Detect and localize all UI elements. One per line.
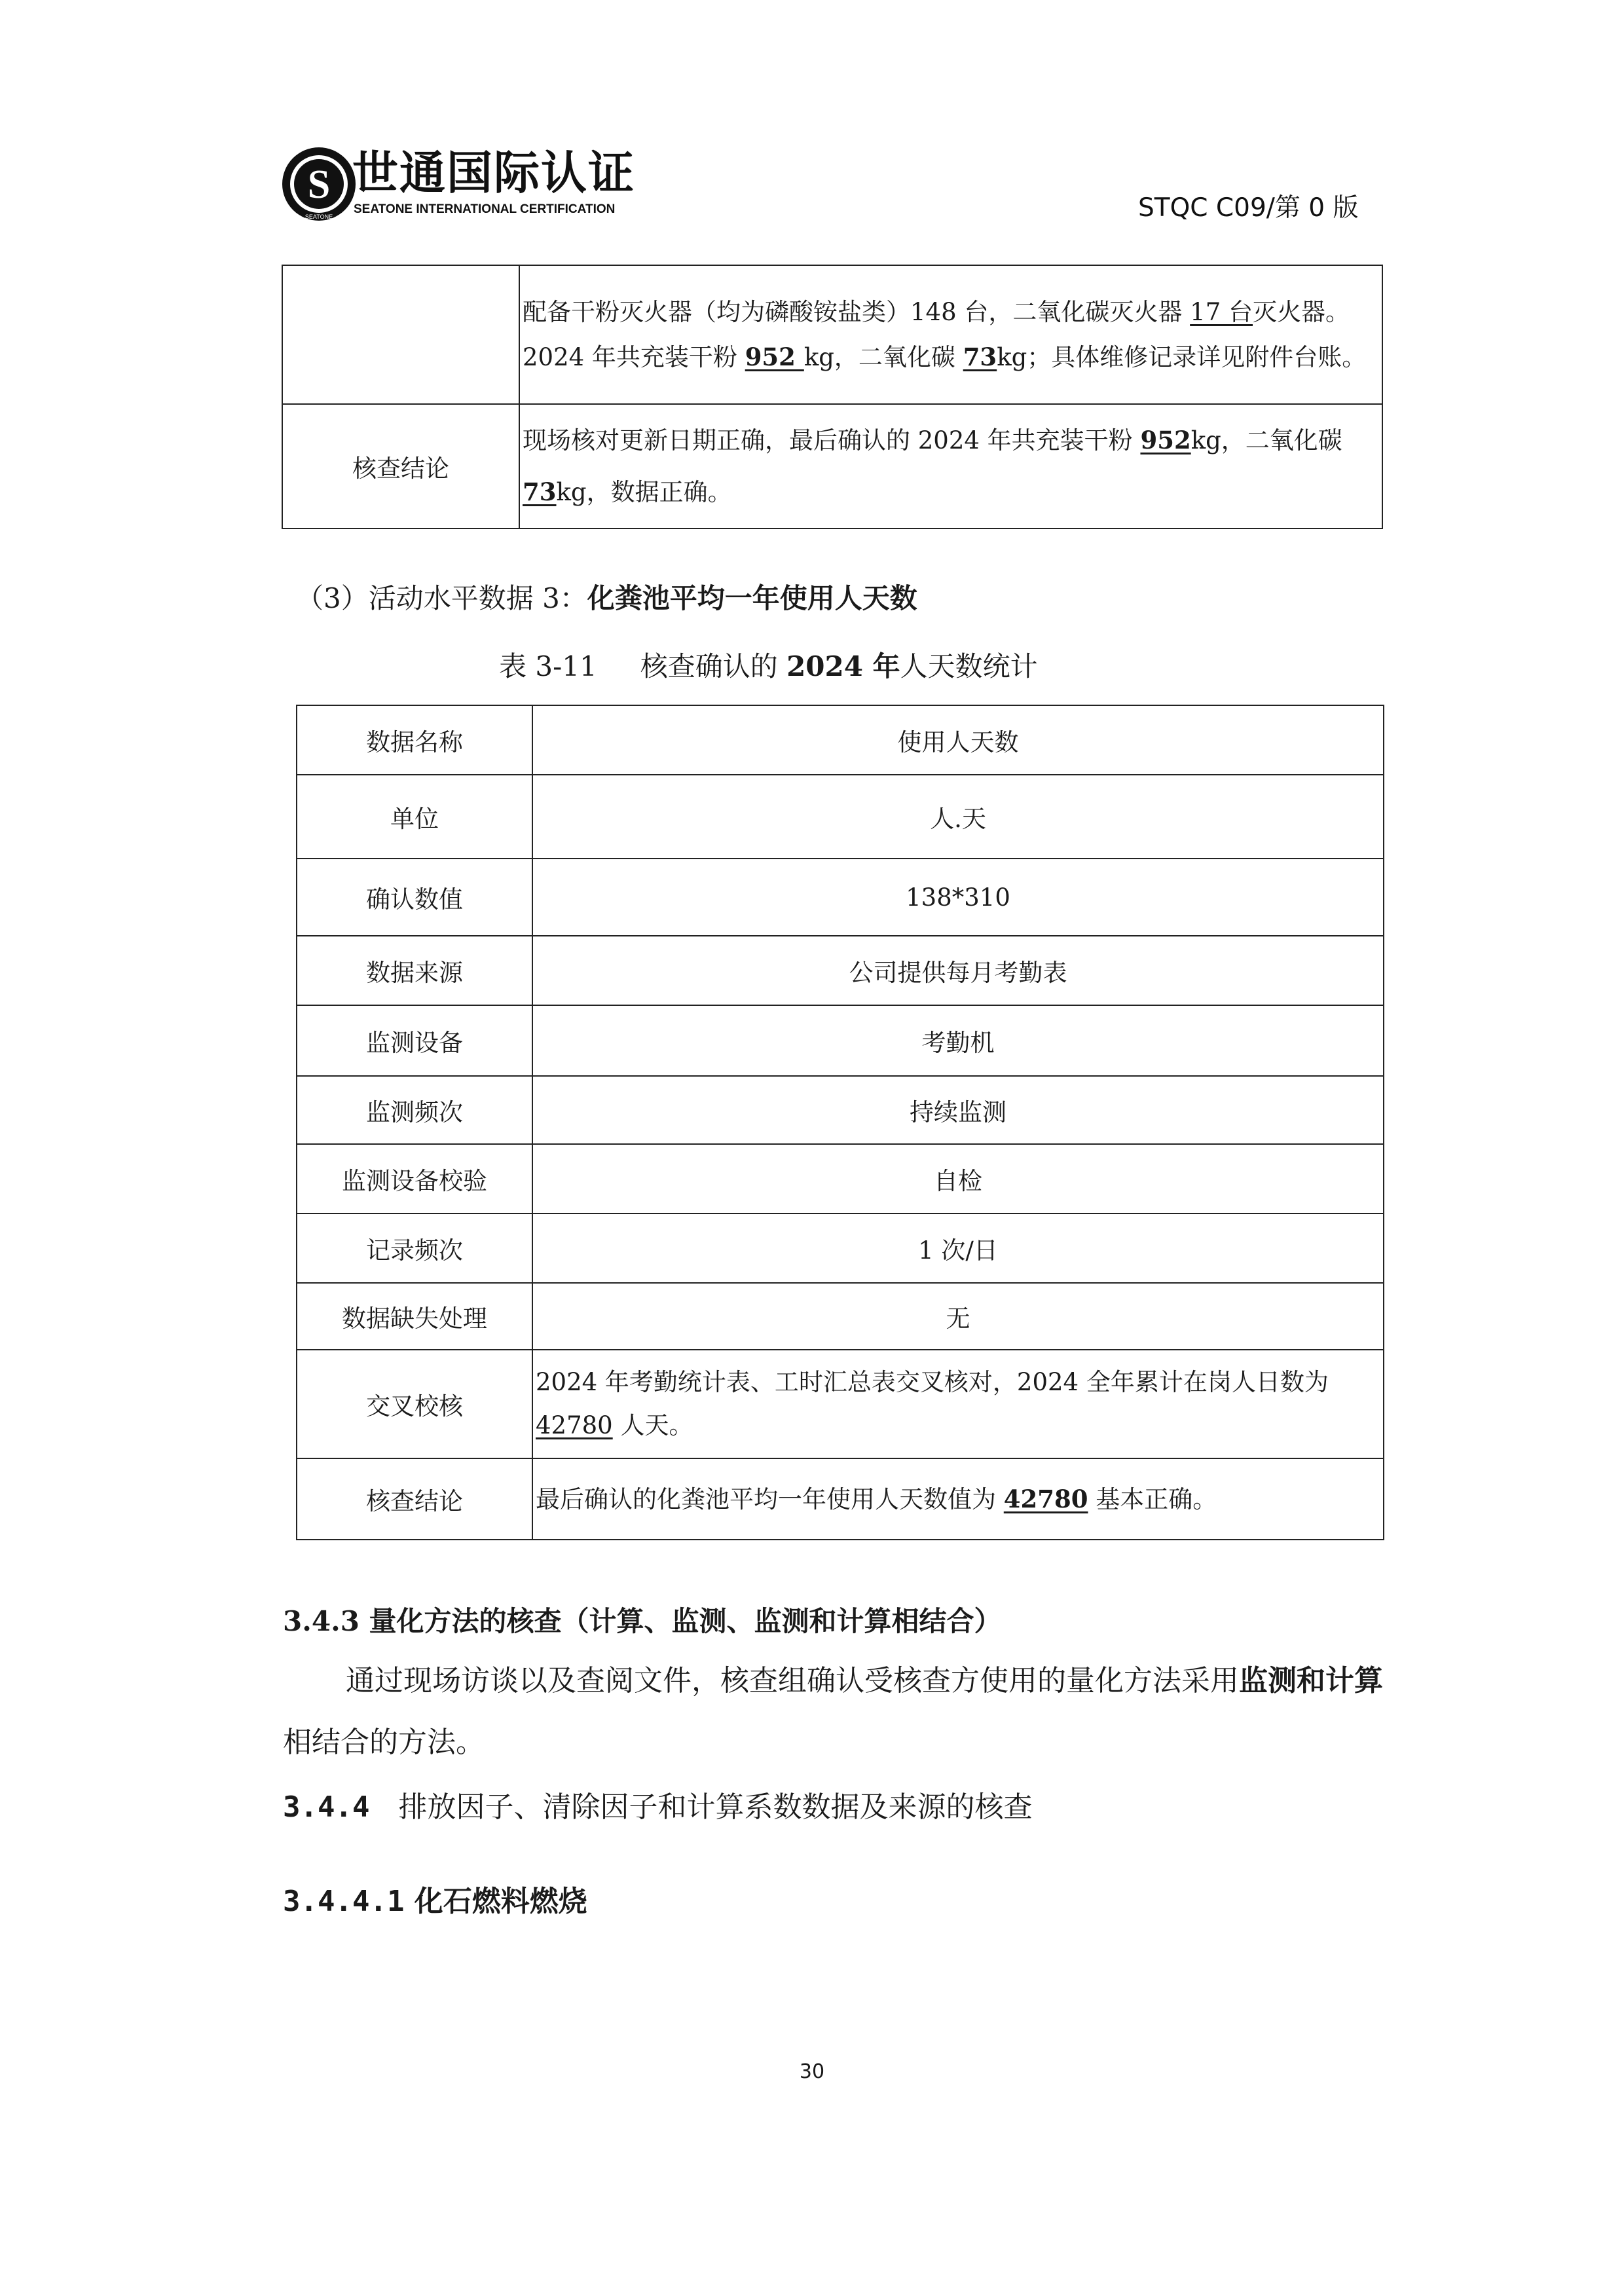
table-label-cell: 数据名称 [297, 705, 532, 775]
table-row [297, 936, 1384, 1005]
table-value-cell [532, 1350, 1384, 1458]
table-value-cell [519, 265, 1382, 404]
logo-chinese-name: 世通国际认证 [352, 146, 635, 200]
person-days-table [296, 705, 1384, 1540]
table-value-cell: 自检 [532, 1144, 1384, 1213]
table-value-cell: 人.天 [532, 775, 1384, 859]
table-row [297, 1005, 1384, 1076]
table-row [297, 775, 1384, 859]
table-label-cell: 核查结论 [282, 404, 519, 528]
underlined-value: 73 [963, 342, 997, 371]
table-label-cell: 交叉校核 [297, 1350, 532, 1458]
svg-text:S: S [307, 162, 331, 207]
underlined-value: 73 [523, 477, 557, 506]
table-label-cell: 监测设备校验 [297, 1144, 532, 1213]
text-segment: 配备干粉灭火器（均为磷酸铵盐类）148 台，二氧化碳灭火器 [523, 297, 1190, 326]
table-label-cell [282, 265, 519, 404]
table-value-cell: 持续监测 [532, 1076, 1384, 1144]
section-343-paragraph [283, 1650, 1383, 1773]
text-segment: kg，数据正确。 [556, 478, 732, 506]
section-number: 3.4.4.1 [283, 1885, 405, 1918]
table-label-cell: 监测频次 [297, 1076, 532, 1144]
table-row [297, 1350, 1384, 1458]
section-number: 3.4.4 [283, 1790, 370, 1824]
table-value-cell [532, 1458, 1384, 1540]
table-value-cell: 138*310 [532, 859, 1384, 936]
underlined-value: 42780 [536, 1411, 613, 1439]
underlined-value: 952 [745, 342, 804, 371]
text-segment: 人天。 [612, 1411, 693, 1439]
activity-data-heading [296, 580, 917, 617]
table-row [297, 1076, 1384, 1144]
table-label-cell: 记录频次 [297, 1213, 532, 1283]
heading-prefix: （3）活动水平数据 3： [296, 582, 587, 614]
table-value-cell: 1 次/日 [532, 1213, 1384, 1283]
text-segment: 相结合的方法。 [283, 1726, 485, 1759]
section-343-heading: 3.4.3 量化方法的核查（计算、监测、监测和计算相结合） [283, 1605, 1002, 1637]
section-3441-heading [283, 1883, 587, 1920]
table-row [297, 1144, 1384, 1213]
table-row [297, 859, 1384, 936]
table-label-cell: 监测设备 [297, 1005, 532, 1076]
table-label-cell: 核查结论 [297, 1458, 532, 1540]
table-row [297, 1458, 1384, 1540]
table-value-cell: 使用人天数 [532, 705, 1384, 775]
text-segment: 最后确认的化粪池平均一年使用人天数值为 [536, 1485, 1004, 1513]
text-segment: 通过现场访谈以及查阅文件，核查组确认受核查方使用的量化方法采用 [346, 1664, 1239, 1697]
logo-english-name: SEATONE INTERNATIONAL CERTIFICATION [354, 202, 616, 216]
underlined-value: 42780 [1003, 1484, 1088, 1513]
table-row [297, 1213, 1384, 1283]
section-344-heading [283, 1789, 1032, 1826]
underlined-value: 952 [1140, 426, 1191, 454]
caption-year: 2024 年 [786, 650, 900, 682]
section-title: 排放因子、清除因子和计算系数数据及来源的核查 [398, 1790, 1033, 1824]
logo-ring-text: SEATONE [304, 213, 333, 220]
section-title: 化石燃料燃烧 [414, 1885, 587, 1918]
table-value-cell: 考勤机 [532, 1005, 1384, 1076]
table-value-cell [519, 404, 1382, 528]
text-segment: kg，二氧化碳 [803, 343, 963, 371]
page-number: 30 [799, 2060, 825, 2083]
table-label-cell: 单位 [297, 775, 532, 859]
table-label-cell: 数据来源 [297, 936, 532, 1005]
document-code: STQC C09/第 0 版 [1138, 193, 1359, 223]
table-caption [499, 648, 1038, 685]
table-number: 表 3-11 [499, 650, 597, 682]
table-row [282, 265, 1382, 404]
caption-text: 核查确认的 [640, 650, 787, 682]
bold-text: 监测和计算 [1239, 1664, 1383, 1697]
table-label-cell: 数据缺失处理 [297, 1283, 532, 1350]
text-segment: kg，二氧化碳 [1190, 426, 1342, 454]
company-logo [280, 145, 635, 229]
heading-title: 化粪池平均一年使用人天数 [587, 582, 917, 614]
text-segment: 现场核对更新日期正确，最后确认的 2024 年共充装干粉 [523, 426, 1141, 454]
text-segment: kg；具体维修记录详见附件台账。 [997, 343, 1367, 371]
text-segment: 灭火器。2024 年共充装干粉 [523, 297, 1350, 371]
table-row [297, 1283, 1384, 1350]
text-segment: 2024 年考勤统计表、工时汇总表交叉核对，2024 全年累计在岗人日数为 [536, 1368, 1329, 1396]
table-value-cell: 无 [532, 1283, 1384, 1350]
seatone-logo-icon [280, 145, 358, 223]
caption-text: 人天数统计 [900, 650, 1038, 682]
text-segment: 基本正确。 [1088, 1485, 1217, 1513]
table-label-cell: 确认数值 [297, 859, 532, 936]
underlined-value: 17 台 [1190, 297, 1253, 326]
table-row [297, 705, 1384, 775]
fire-extinguisher-table [282, 265, 1383, 529]
table-row [282, 404, 1382, 528]
table-value-cell: 公司提供每月考勤表 [532, 936, 1384, 1005]
